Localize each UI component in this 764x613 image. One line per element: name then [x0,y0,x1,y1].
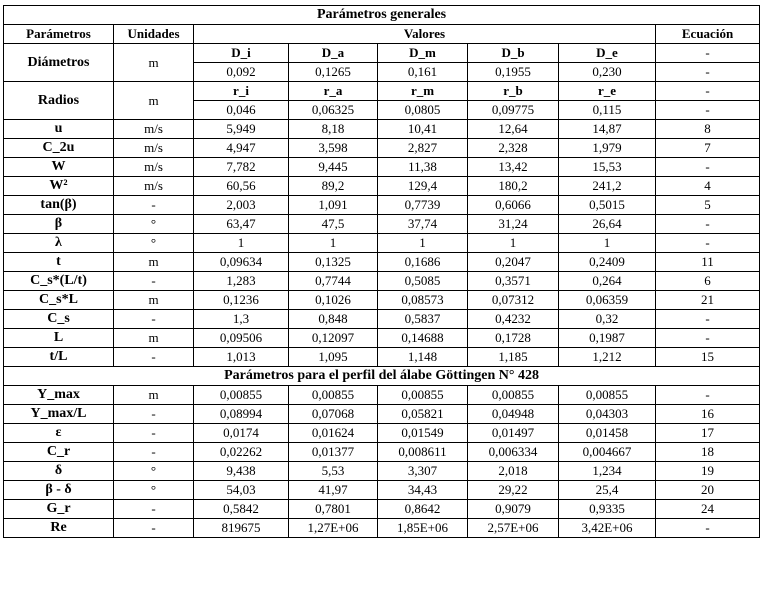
row-value-5: 1 [559,234,656,253]
row-equation: - [656,519,760,538]
row-parameter-name: λ [4,234,114,253]
row-parameter-name: C_r [4,443,114,462]
row-unit: m [114,291,194,310]
row-value-3: 0,008611 [378,443,468,462]
row-value-5: 0,1987 [559,329,656,348]
row-value-4: 2,57E+06 [468,519,559,538]
row-value-4: 2,328 [468,139,559,158]
row-value-2: 1,27E+06 [289,519,378,538]
row-value-4: 1 [468,234,559,253]
row-unit: ° [114,481,194,500]
table-row [4,443,760,462]
row-value-2: 3,598 [289,139,378,158]
row-value-3: 0,7739 [378,196,468,215]
row-parameter-name: ε [4,424,114,443]
row-value-4: 180,2 [468,177,559,196]
radios-sub-r-i: r_i [194,82,289,101]
row-parameter-name: C_s [4,310,114,329]
row-value-4: 0,2047 [468,253,559,272]
row-value-5: 0,2409 [559,253,656,272]
row-unit: m/s [114,120,194,139]
row-equation: 15 [656,348,760,367]
table-row [4,196,760,215]
row-value-3: 1,85E+06 [378,519,468,538]
row-unit: - [114,405,194,424]
row-equation: 6 [656,272,760,291]
row-value-5: 0,32 [559,310,656,329]
row-value-2: 47,5 [289,215,378,234]
row-value-2: 0,01624 [289,424,378,443]
row-value-4: 0,4232 [468,310,559,329]
row-parameter-name: C_2u [4,139,114,158]
row-value-5: 1,212 [559,348,656,367]
table-row [4,481,760,500]
radios-sub-eq: - [656,82,760,101]
row-value-4: 31,24 [468,215,559,234]
row-value-1: 5,949 [194,120,289,139]
row-parameter-name: Re [4,519,114,538]
row-value-1: 0,09634 [194,253,289,272]
row-equation: - [656,310,760,329]
row-value-5: 25,4 [559,481,656,500]
row-value-2: 1,091 [289,196,378,215]
row-value-2: 89,2 [289,177,378,196]
row-value-2: 0,1325 [289,253,378,272]
row-unit: m/s [114,158,194,177]
diametros-sub-d-b: D_b [468,44,559,63]
row-parameter-name: Y_max [4,386,114,405]
table-row [4,329,760,348]
row-value-1: 1,3 [194,310,289,329]
row-value-5: 0,004667 [559,443,656,462]
radios-value-r-m: 0,0805 [378,101,468,120]
row-value-5: 0,00855 [559,386,656,405]
row-equation: 21 [656,291,760,310]
row-value-2: 0,7801 [289,500,378,519]
row-unit: m [114,386,194,405]
radios-eq: - [656,101,760,120]
row-unit: - [114,443,194,462]
table-row [4,272,760,291]
row-parameter-name: u [4,120,114,139]
row-value-3: 0,01549 [378,424,468,443]
row-parameter-name: t/L [4,348,114,367]
row-value-1: 0,08994 [194,405,289,424]
diametros-value-d-m: 0,161 [378,63,468,82]
row-value-3: 0,5837 [378,310,468,329]
row-value-5: 1,234 [559,462,656,481]
diametros-sub-eq: - [656,44,760,63]
row-value-3: 3,307 [378,462,468,481]
row-value-4: 2,018 [468,462,559,481]
row-equation: 11 [656,253,760,272]
row-unit: - [114,500,194,519]
row-value-5: 0,04303 [559,405,656,424]
row-value-4: 0,6066 [468,196,559,215]
row-value-1: 0,09506 [194,329,289,348]
row-value-2: 41,97 [289,481,378,500]
row-value-2: 0,01377 [289,443,378,462]
row-equation: - [656,234,760,253]
row-parameter-name: C_s*L [4,291,114,310]
row-unit: m [114,253,194,272]
row-value-3: 1,148 [378,348,468,367]
row-parameter-name: δ [4,462,114,481]
radios-sub-r-m: r_m [378,82,468,101]
row-value-3: 10,41 [378,120,468,139]
radios-label: Radios [4,82,114,120]
row-value-3: 0,00855 [378,386,468,405]
radios-value-r-i: 0,046 [194,101,289,120]
row-value-2: 0,12097 [289,329,378,348]
row-equation: 16 [656,405,760,424]
radios-sub-r-b: r_b [468,82,559,101]
row-value-3: 0,05821 [378,405,468,424]
row-parameter-name: W² [4,177,114,196]
diametros-value-d-e: 0,230 [559,63,656,82]
row-equation: - [656,386,760,405]
row-value-1: 9,438 [194,462,289,481]
row-value-1: 63,47 [194,215,289,234]
row-unit: ° [114,462,194,481]
row-value-3: 129,4 [378,177,468,196]
row-parameter-name: t [4,253,114,272]
header-unidades: Unidades [114,25,194,44]
row-value-5: 26,64 [559,215,656,234]
row-equation: 24 [656,500,760,519]
row-value-3: 11,38 [378,158,468,177]
row-unit: - [114,348,194,367]
diametros-value-d-a: 0,1265 [289,63,378,82]
row-value-3: 0,5085 [378,272,468,291]
row-equation: 4 [656,177,760,196]
row-value-2: 1,095 [289,348,378,367]
row-value-1: 2,003 [194,196,289,215]
row-value-3: 2,827 [378,139,468,158]
row-value-4: 0,04948 [468,405,559,424]
row-value-4: 29,22 [468,481,559,500]
table-row [4,177,760,196]
row-value-4: 0,3571 [468,272,559,291]
radios-sub-r-e: r_e [559,82,656,101]
row-value-4: 12,64 [468,120,559,139]
row-value-5: 0,264 [559,272,656,291]
table-row [4,424,760,443]
row-unit: ° [114,215,194,234]
table-row [4,462,760,481]
table-row [4,405,760,424]
table-row [4,519,760,538]
row-value-4: 0,9079 [468,500,559,519]
row-parameter-name: Y_max/L [4,405,114,424]
row-value-1: 819675 [194,519,289,538]
row-value-5: 0,06359 [559,291,656,310]
row-value-5: 0,9335 [559,500,656,519]
table-row [4,291,760,310]
row-parameter-name: G_r [4,500,114,519]
row-parameter-name: L [4,329,114,348]
radios-sub-r-a: r_a [289,82,378,101]
row-value-1: 7,782 [194,158,289,177]
row-unit: - [114,519,194,538]
row-value-4: 0,1728 [468,329,559,348]
radios-value-r-e: 0,115 [559,101,656,120]
header-valores: Valores [194,25,656,44]
row-value-1: 4,947 [194,139,289,158]
table-row [4,139,760,158]
row-value-5: 15,53 [559,158,656,177]
radios-unit: m [114,82,194,120]
row-parameter-name: C_s*(L/t) [4,272,114,291]
row-equation: 8 [656,120,760,139]
table-row [4,234,760,253]
diametros-value-d-b: 0,1955 [468,63,559,82]
row-parameter-name: β - δ [4,481,114,500]
diametros-sub-d-a: D_a [289,44,378,63]
row-value-1: 1,013 [194,348,289,367]
row-equation: 17 [656,424,760,443]
row-value-5: 0,01458 [559,424,656,443]
row-unit: m/s [114,139,194,158]
table-row [4,500,760,519]
radios-value-r-b: 0,09775 [468,101,559,120]
row-value-1: 0,02262 [194,443,289,462]
row-value-3: 34,43 [378,481,468,500]
row-equation: 7 [656,139,760,158]
profile-section-title: Parámetros para el perfil del álabe Göttingen N° 428 [4,367,760,386]
table-row [4,158,760,177]
diametros-unit: m [114,44,194,82]
table-row [4,310,760,329]
row-value-3: 1 [378,234,468,253]
row-value-3: 0,1686 [378,253,468,272]
row-unit: - [114,424,194,443]
row-value-3: 0,14688 [378,329,468,348]
row-equation: 18 [656,443,760,462]
row-value-5: 0,5015 [559,196,656,215]
diametros-value-d-i: 0,092 [194,63,289,82]
row-value-1: 0,5842 [194,500,289,519]
row-value-5: 241,2 [559,177,656,196]
row-value-4: 13,42 [468,158,559,177]
row-value-2: 0,00855 [289,386,378,405]
row-value-2: 0,07068 [289,405,378,424]
row-unit: - [114,310,194,329]
row-value-2: 5,53 [289,462,378,481]
row-value-2: 0,1026 [289,291,378,310]
table-row [4,215,760,234]
row-value-2: 8,18 [289,120,378,139]
row-value-3: 0,8642 [378,500,468,519]
row-unit: - [114,272,194,291]
row-value-2: 0,848 [289,310,378,329]
table-row [4,386,760,405]
table-row [4,120,760,139]
row-value-4: 0,006334 [468,443,559,462]
row-equation: 20 [656,481,760,500]
row-value-1: 1 [194,234,289,253]
row-value-5: 3,42E+06 [559,519,656,538]
row-equation: 5 [656,196,760,215]
row-value-4: 0,07312 [468,291,559,310]
row-equation: 19 [656,462,760,481]
row-value-1: 1,283 [194,272,289,291]
row-equation: - [656,158,760,177]
row-value-1: 54,03 [194,481,289,500]
table-row [4,253,760,272]
diametros-sub-d-m: D_m [378,44,468,63]
row-unit: ° [114,234,194,253]
row-value-1: 0,00855 [194,386,289,405]
row-parameter-name: W [4,158,114,177]
row-equation: - [656,215,760,234]
row-value-2: 1 [289,234,378,253]
row-value-4: 0,00855 [468,386,559,405]
row-parameter-name: β [4,215,114,234]
row-value-3: 0,08573 [378,291,468,310]
diametros-eq: - [656,63,760,82]
row-value-1: 0,1236 [194,291,289,310]
row-unit: - [114,196,194,215]
row-value-4: 0,01497 [468,424,559,443]
row-value-1: 60,56 [194,177,289,196]
row-parameter-name: tan(β) [4,196,114,215]
row-value-3: 37,74 [378,215,468,234]
diametros-label: Diámetros [4,44,114,82]
general-section-title: Parámetros generales [4,6,760,25]
row-value-2: 9,445 [289,158,378,177]
header-parametros: Parámetros [4,25,114,44]
table-row [4,348,760,367]
row-equation: - [656,329,760,348]
row-value-4: 1,185 [468,348,559,367]
row-value-1: 0,0174 [194,424,289,443]
row-value-5: 14,87 [559,120,656,139]
header-ecuacion: Ecuación [656,25,760,44]
diametros-sub-d-i: D_i [194,44,289,63]
row-unit: m/s [114,177,194,196]
radios-value-r-a: 0,06325 [289,101,378,120]
diametros-sub-d-e: D_e [559,44,656,63]
row-value-2: 0,7744 [289,272,378,291]
parameters-table [3,5,760,538]
row-unit: m [114,329,194,348]
row-value-5: 1,979 [559,139,656,158]
